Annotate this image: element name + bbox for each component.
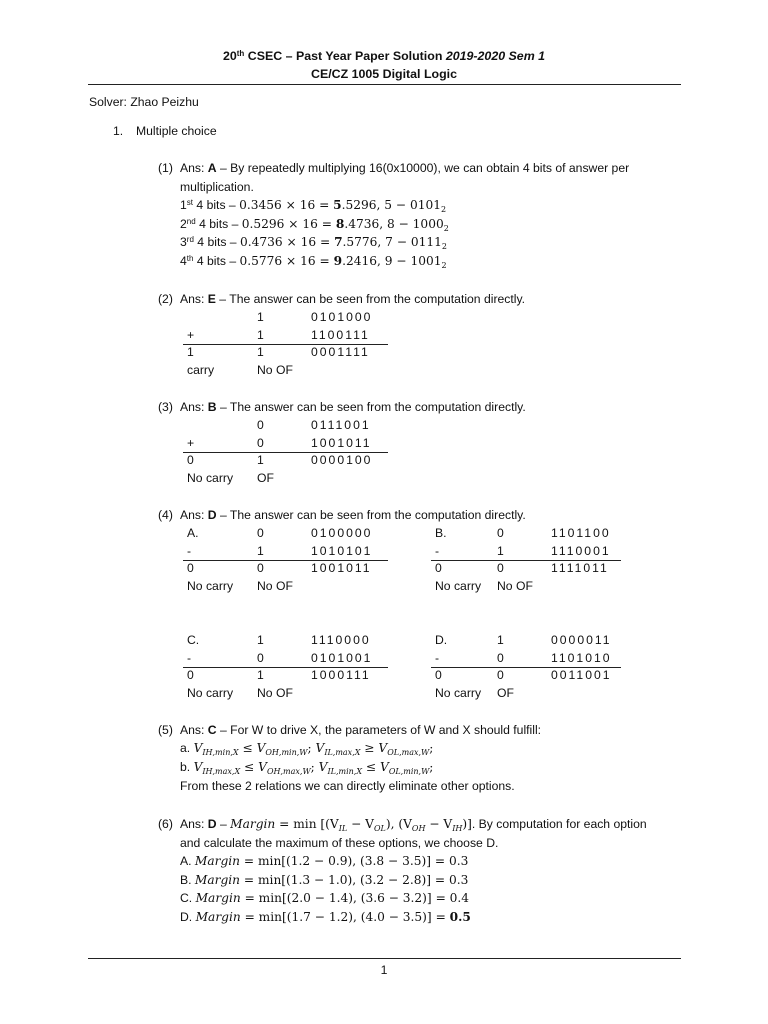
footer-rule (88, 958, 681, 959)
ordinal: 3 (180, 235, 187, 250)
remainder: .5296, 5 − 0101 (341, 198, 442, 212)
table-operator-cell: B. (435, 526, 447, 540)
table-msb-cell: No OF (257, 362, 293, 377)
solver-line: Solver: Zhao Peizhu (89, 95, 199, 109)
table-msb-cell: 1 (257, 668, 264, 683)
table-operator-cell: D. (435, 633, 448, 647)
option-expression: = min[(1.7 − 1.2), (4.0 − 3.5)] = (240, 910, 450, 925)
table-bits-cell: 1110000 (311, 633, 371, 647)
header-title-line1: 20th CSEC – Past Year Paper Solution 2019-2020 Sem 1 (222, 49, 546, 63)
option-label: C. (180, 891, 196, 906)
option-label: A. (180, 854, 195, 868)
ordinal-suffix: th (186, 254, 194, 264)
table-msb-cell: 0 (257, 650, 264, 665)
table-msb-cell: 1 (497, 543, 504, 558)
table-msb-cell: 0 (257, 561, 264, 576)
table-operator-cell: carry (187, 362, 215, 377)
table-sum-rule (183, 452, 388, 453)
remainder: .2416, 9 − 1001 (342, 254, 442, 269)
option-formula (196, 910, 471, 924)
q4-answer-line: Ans: D – The answer can be seen from the computation directly. (180, 508, 526, 522)
table-operator-cell: - (187, 650, 192, 665)
table-operator-cell: No carry (435, 578, 482, 593)
table-msb-cell: 1 (257, 453, 264, 468)
table-sum-rule (183, 667, 388, 668)
q6-option-line (180, 854, 468, 868)
table-msb-cell: 1 (497, 633, 504, 647)
table-bits-cell: 1010101 (311, 543, 373, 558)
section-number: 1. (113, 124, 124, 138)
option-formula (195, 854, 468, 868)
q6-answer-line2: and calculate the maximum of these options, we choose D. (180, 836, 499, 850)
option-label: D. (180, 910, 196, 925)
table-bits-cell: 1100111 (311, 327, 370, 342)
table-operator-cell: 0 (187, 561, 194, 576)
header-title-line2: CE/CZ 1005 Digital Logic (311, 67, 457, 81)
table-msb-cell: 0 (257, 435, 264, 450)
table-msb-cell: 0 (497, 561, 504, 576)
q6-answer-line: Ans: D – Margin = $\min [(V_{IL} - V_{OL})$, $(V_{OH} - V_{IH})$]. By computation for each option (180, 817, 647, 833)
option-result: 0.5 (449, 910, 471, 925)
base-subscript: 2 (441, 205, 447, 214)
option-result: 0.4 (449, 891, 470, 906)
math-expression (239, 235, 448, 252)
q5-answer-line: Ans: C – For W to drive X, the parameters of W and X should fulfill: (180, 723, 542, 737)
q2-number: (2) (158, 292, 173, 306)
table-msb-cell: 0 (257, 418, 264, 432)
table-msb-cell: 1 (257, 310, 264, 324)
table-msb-cell: OF (497, 685, 514, 700)
q3-number: (3) (158, 400, 173, 414)
base-subscript: 2 (443, 223, 449, 233)
table-msb-cell: 0 (497, 668, 504, 683)
table-operator-cell: - (435, 650, 440, 665)
table-operator-cell: 0 (187, 668, 194, 683)
table-msb-cell: 0 (497, 526, 504, 540)
table-msb-cell: 1 (257, 543, 264, 558)
base-subscript: 2 (441, 261, 447, 271)
table-bits-cell: 0000100 (311, 453, 373, 468)
table-bits-cell: 0000011 (551, 633, 612, 647)
table-bits-cell: 0100000 (311, 526, 373, 540)
table-bits-cell: 0111001 (311, 418, 371, 432)
table-operator-cell: - (435, 543, 440, 558)
option-formula (195, 873, 468, 887)
section-title: Multiple choice (136, 124, 217, 138)
q1-line (180, 235, 448, 252)
math-expression (239, 254, 447, 271)
table-operator-cell: No carry (435, 685, 482, 700)
q6-option-line (180, 910, 471, 924)
table-operator-cell: 0 (435, 561, 442, 576)
option-label: B. (180, 872, 195, 887)
remainder: .5776, 7 − 0111 (342, 235, 442, 250)
table-sum-rule (431, 667, 621, 668)
margin-symbol: Margin (194, 854, 241, 868)
table-bits-cell: 1000111 (311, 668, 371, 683)
q6-number: (6) (158, 817, 173, 831)
table-operator-cell: + (187, 327, 195, 342)
q1-line (180, 254, 447, 271)
product: 0.5776 × 16 = (239, 254, 334, 269)
q6-option-line (180, 891, 469, 905)
table-msb-cell: OF (257, 470, 274, 485)
table-operator-cell: + (187, 435, 195, 450)
math-expression (242, 217, 449, 231)
table-operator-cell: - (187, 543, 192, 558)
product: 0.3456 × 16 = (239, 198, 334, 212)
table-bits-cell: 0101000 (311, 310, 373, 324)
option-expression: = min[(1.2 − 0.9), (3.8 − 3.5)] = (240, 854, 449, 868)
table-msb-cell: No OF (497, 578, 533, 593)
hex-digit: 5 (333, 198, 342, 212)
table-bits-cell: 1001011 (311, 435, 372, 450)
table-operator-cell: A. (187, 526, 199, 540)
table-operator-cell: 0 (435, 668, 442, 683)
option-result: 0.3 (448, 872, 469, 887)
q2-answer-line: Ans: E – The answer can be seen from the computation directly. (180, 292, 526, 306)
table-sum-rule (183, 560, 388, 561)
product: 0.5296 × 16 = (241, 216, 336, 231)
q6-option-line (180, 873, 468, 887)
option-formula (196, 891, 469, 905)
table-operator-cell: 0 (187, 453, 194, 468)
table-msb-cell: 1 (257, 633, 264, 647)
table-msb-cell: 1 (257, 327, 264, 342)
ordinal-suffix: nd (186, 216, 196, 226)
math-expression (239, 198, 446, 212)
table-operator-cell: C. (187, 633, 200, 647)
option-result: 0.3 (448, 854, 469, 868)
q1-line (180, 198, 446, 212)
hex-digit: 7 (334, 235, 343, 250)
line-label: 4 bits – (193, 198, 240, 212)
q5-condition-a: a. $V_{IH,min,X} \le V_{OH,min,W}$; $V_{IL,max,X} \ge V_{OL,max,W}$; (180, 741, 434, 757)
table-msb-cell: No OF (257, 578, 293, 593)
remainder: .4736, 8 − 1000 (344, 216, 444, 231)
table-bits-cell: 0011001 (551, 668, 612, 683)
q1-answer-line: Ans: A – By repeatedly multiplying 16(0x10000), we can obtain 4 bits of answer per (180, 161, 630, 175)
q5-conclusion: From these 2 relations we can directly eliminate other options. (180, 779, 515, 793)
line-label: 4 bits – (193, 235, 240, 250)
table-bits-cell: 1101010 (551, 650, 612, 665)
product: 0.4736 × 16 = (239, 235, 335, 250)
q5-condition-b: b. $V_{IH,max,X} \le V_{OH,max,W}$; $V_{IL,min,X} \le V_{OL,min,W}$; (180, 760, 434, 776)
page-number: 1 (380, 963, 388, 977)
table-msb-cell: No OF (257, 685, 293, 700)
option-expression: = min[(2.0 − 1.4), (3.6 − 3.2)] = (240, 891, 450, 906)
table-bits-cell: 1110001 (551, 543, 611, 558)
q3-answer-line: Ans: B – The answer can be seen from the computation directly. (180, 400, 526, 414)
q1-number: (1) (158, 161, 173, 175)
table-operator-cell: 1 (187, 345, 194, 360)
base-subscript: 2 (441, 242, 448, 252)
margin-symbol: Margin (194, 872, 241, 887)
table-msb-cell: 1 (257, 345, 264, 360)
ordinal: 2 (180, 216, 187, 231)
header-rule (88, 84, 681, 85)
table-operator-cell: No carry (187, 470, 234, 485)
option-expression: = min[(1.3 − 1.0), (3.2 − 2.8)] = (240, 872, 449, 887)
table-sum-rule (431, 560, 621, 561)
q1-line (180, 217, 449, 231)
table-msb-cell: 0 (497, 650, 504, 665)
hex-digit: 9 (333, 254, 343, 269)
line-label: 4 bits – (193, 254, 240, 269)
table-bits-cell: 0101001 (311, 650, 373, 665)
table-msb-cell: 0 (257, 526, 264, 540)
table-bits-cell: 1101100 (551, 526, 611, 540)
ordinal-suffix: rd (186, 235, 194, 245)
line-label: 4 bits – (195, 216, 242, 231)
margin-symbol: Margin (195, 910, 241, 925)
q4-number: (4) (158, 508, 173, 522)
table-operator-cell: No carry (187, 685, 234, 700)
table-sum-rule (183, 344, 388, 345)
hex-digit: 8 (335, 216, 345, 231)
margin-symbol: Margin (195, 891, 241, 906)
table-bits-cell: 1111011 (551, 561, 609, 576)
table-bits-cell: 0001111 (311, 345, 370, 360)
ordinal-suffix: st (186, 198, 194, 207)
ordinal: 4 (180, 254, 187, 269)
table-bits-cell: 1001011 (311, 561, 372, 576)
ordinal: 1 (180, 198, 187, 212)
q1-answer-line2: multiplication. (180, 180, 254, 194)
q5-number: (5) (158, 723, 173, 737)
table-operator-cell: No carry (187, 578, 234, 593)
